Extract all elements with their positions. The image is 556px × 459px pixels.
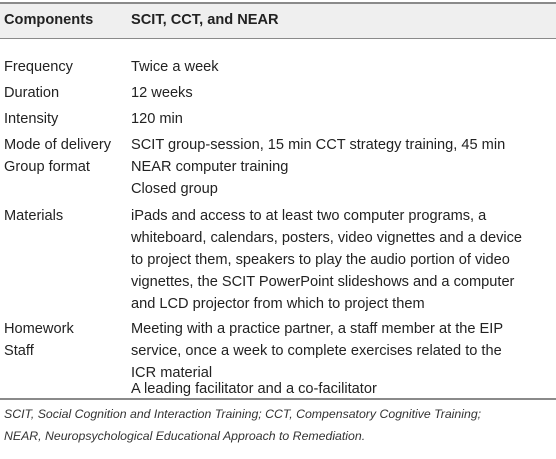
row-value: Meeting with a practice partner, a staff member at the EIP — [131, 321, 504, 337]
table-bottom-rule — [0, 398, 556, 400]
row-value: to project them, speakers to play the audio portion of video — [131, 252, 510, 268]
row-value: iPads and access to at least two computer programs, a — [131, 208, 487, 224]
row-value: service, once a week to complete exercises related to the — [131, 343, 502, 359]
row-value: and LCD projector from which to project them — [131, 296, 425, 312]
header-interventions: SCIT, CCT, and NEAR — [131, 12, 279, 28]
row-label: Intensity — [4, 111, 59, 127]
footnote-line: SCIT, Social Cognition and Interaction Training; CCT, Compensatory Cognitive Training; — [4, 407, 482, 421]
row-value: 120 min — [131, 111, 183, 127]
row-value: ICR material — [131, 365, 213, 381]
row-value: 12 weeks — [131, 85, 193, 101]
table-header-rule — [0, 38, 556, 39]
row-value: NEAR computer training — [131, 159, 289, 175]
row-value: SCIT group-session, 15 min CCT strategy training, 45 min — [131, 137, 506, 153]
table-header-row — [0, 4, 556, 38]
row-label: Materials — [4, 208, 64, 224]
row-value: Closed group — [131, 181, 218, 197]
row-value: vignettes, the SCIT PowerPoint slideshows and a computer — [131, 274, 515, 290]
row-value: A leading facilitator and a co-facilitator — [131, 381, 377, 397]
row-label: Frequency — [4, 59, 73, 75]
row-label: Homework — [4, 321, 74, 337]
row-label: Staff — [4, 343, 34, 359]
row-value: Twice a week — [131, 59, 219, 75]
table-footnote — [4, 403, 552, 447]
row-label: Duration — [4, 85, 60, 101]
row-value: whiteboard, calendars, posters, video vignettes and a device — [131, 230, 523, 246]
row-label: Mode of delivery — [4, 137, 112, 153]
footnote-line: NEAR, Neuropsychological Educational Approach to Remediation. — [4, 429, 366, 443]
row-label: Group format — [4, 159, 90, 175]
header-components: Components — [4, 12, 94, 28]
